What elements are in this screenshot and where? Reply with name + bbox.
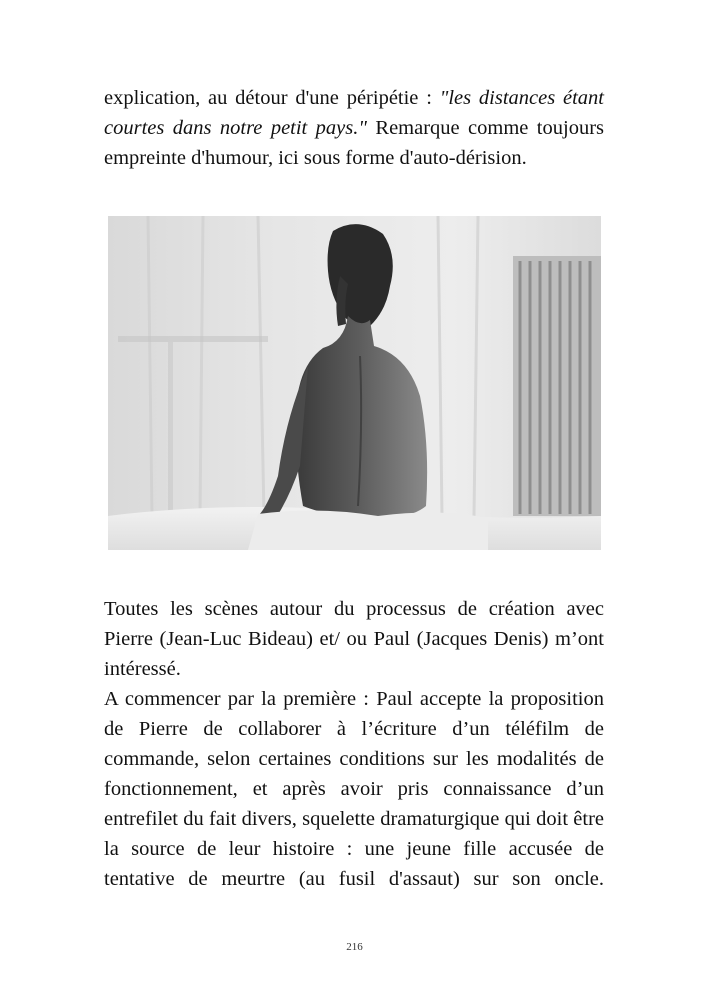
paragraph-premiere-scene: A commencer par la première : Paul accepte la proposition de Pierre de collaborer à l’écriture d’un téléfilm de commande, selon certaines conditions sur les modalités de fonctionnement, et après avoir pris connaissance d’un entrefilet du fait divers, squelette dramaturgique qui doit être la source de leur histoire : une jeune fille accusée de tentative de meurtre (au fusil d'assaut) sur son oncle. xyxy=(104,688,604,890)
paragraph-tail: Remarque comme toujours empreinte d'humour, ici sous forme d'auto-dérision. xyxy=(104,117,604,169)
paragraph-processus: Toutes les scènes autour du processus de création avec Pierre (Jean-Luc Bideau) et/ ou Paul (Jacques Denis) m’ont intéressé. xyxy=(104,598,604,680)
paragraph-lead: explication, au détour d'une péripétie : xyxy=(104,87,440,109)
italic-quote: "les distances étant courtes dans notre petit pays." xyxy=(104,87,604,139)
bottom-paragraphs xyxy=(104,594,604,894)
top-paragraph xyxy=(104,83,604,173)
paragraph-explication xyxy=(104,83,604,173)
film-still-photo xyxy=(108,216,601,550)
page-number: 216 xyxy=(346,941,363,953)
